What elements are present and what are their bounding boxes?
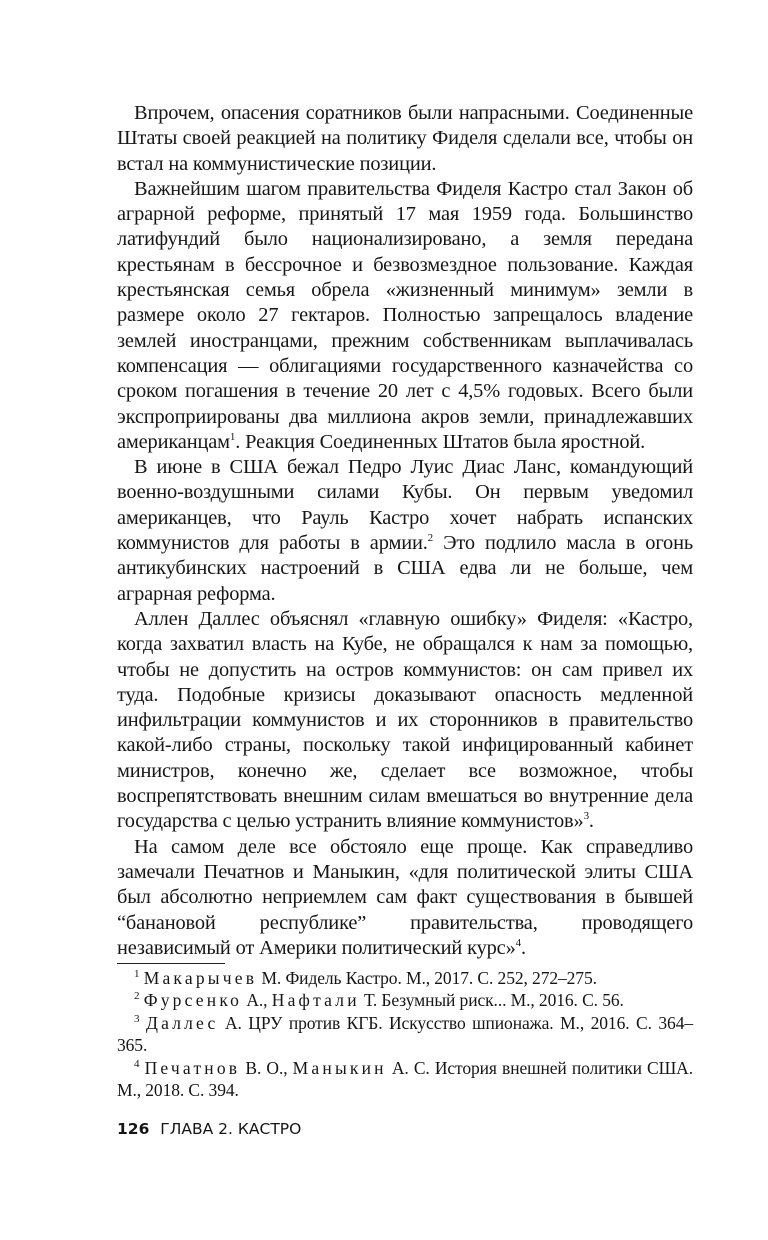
footnote-author-2: Нафтали bbox=[271, 990, 360, 1011]
footnotes bbox=[117, 967, 693, 1101]
footnote-text: А., bbox=[242, 990, 272, 1011]
paragraph-2-text: Важнейшим шагом правительства Фиделя Кастро стал Закон об аграрной реформе, принятый 17 мая 1959 года. Большинство латифундий было национализировано, а земля передана крестьянам в бессрочное и безвозмездное пользование. Каждая крестьянская семья обрела «жизненный минимум» земли в размере около 27 гектаров. Полностью запрещалось владение землей иностранцами, прежним собственникам выплачивалась компенсация — облигациями государственного казначейства со сроком погашения в течение 20 лет с 4,5% годовых. Всего были экспроприированы два миллиона акров земли, принадлежавших американцам bbox=[117, 177, 693, 453]
page-number: 126 bbox=[117, 1120, 150, 1138]
paragraph-4-text-end: . bbox=[588, 810, 594, 833]
footnote-number: 4 bbox=[134, 1057, 140, 1070]
page-footer bbox=[117, 1120, 301, 1138]
running-head: ГЛАВА 2. КАСТРО bbox=[160, 1120, 302, 1138]
footnote-ref-3: 3 bbox=[583, 810, 589, 823]
footnote-text-2: А. С. История внешней политики США. М., 2018. С. 394. bbox=[117, 1057, 693, 1101]
footnote-ref-2: 2 bbox=[427, 532, 434, 545]
footnote-ref-4: 4 bbox=[515, 937, 521, 949]
paragraph-2 bbox=[117, 177, 693, 455]
footnote-author: Печатнов bbox=[144, 1057, 241, 1078]
paragraph-2-text-end: . Реакция Соединенных Штатов была яростной. bbox=[235, 430, 646, 453]
paragraph-1-text: Впрочем, опасения соратников были напрасными. Соединенные Штаты своей реакцией на политику Фиделя сделали все, чтобы он встал на коммунистические позиции. bbox=[117, 102, 693, 175]
footnote-number: 1 bbox=[134, 968, 140, 981]
footnote-4 bbox=[117, 1057, 693, 1102]
footnote-1 bbox=[117, 967, 693, 989]
footnote-text: М. Фидель Кастро. М., 2017. С. 252, 272–275. bbox=[257, 968, 597, 988]
paragraph-1 bbox=[117, 101, 693, 177]
footnote-number: 2 bbox=[134, 990, 140, 1003]
footnote-3 bbox=[117, 1012, 693, 1057]
paragraph-5 bbox=[117, 835, 693, 961]
paragraph-3-text: В июне в США бежал Педро Луис Диас Ланс, командующий военно-воздушными силами Кубы. Он первым уведомил американцев, что Рауль Кастро хочет набрать испанских коммунистов для работы в армии. bbox=[117, 456, 693, 555]
footnote-author-2: Маныкин bbox=[292, 1057, 387, 1078]
paragraph-5-text: На самом деле все обстояло еще проще. Как справедливо замечали Печатнов и Маныкин, «для политической элиты США был абсолютно неприемлем сам факт существования в бывшей “банановой республике” правительства, проводящего независимый от Америки политический курс» bbox=[117, 835, 693, 959]
main-text bbox=[117, 101, 693, 961]
footnote-text: В. О., bbox=[240, 1057, 293, 1078]
footnote-2 bbox=[117, 989, 693, 1011]
footnote-text: А. ЦРУ против КГБ. Искусство шпионажа. М., 2016. С. 364–365. bbox=[117, 1012, 693, 1056]
paragraph-4 bbox=[117, 607, 693, 835]
footnote-ref-1: 1 bbox=[229, 431, 236, 444]
footnote-author: Даллес bbox=[145, 1012, 219, 1033]
footnote-author: Фурсенко bbox=[143, 990, 243, 1011]
footnote-text-2: Т. Безумный риск... М., 2016. С. 56. bbox=[359, 990, 624, 1011]
paragraph-5-text-end: . bbox=[520, 936, 526, 959]
paragraph-3 bbox=[117, 455, 693, 607]
paragraph-4-text: Аллен Даллес объяснял «главную ошибку» Фиделя: «Кастро, когда захватил власть на Кубе, не обращался к нам за помощью, чтобы не допустить на остров коммунистов: он сам привел их туда. Подобные кризисы доказывают опасность медленной инфильтрации коммунистов и их сторонников в правительство какой-либо страны, поскольку такой инфицированный кабинет министров, конечно же, сделает все возможное, чтобы воспрепятствовать внешним силам вмешаться во внутренние дела государства с целью устранить влияние коммунистов» bbox=[117, 607, 693, 833]
footnote-separator bbox=[117, 963, 225, 964]
footnote-author: Макарычев bbox=[143, 968, 258, 988]
footnote-number: 3 bbox=[134, 1012, 140, 1025]
paragraph-3-text-end: Это подлило масла в огонь антикубинских настроений в США едва ли не больше, чем аграрная реформа. bbox=[117, 532, 693, 605]
